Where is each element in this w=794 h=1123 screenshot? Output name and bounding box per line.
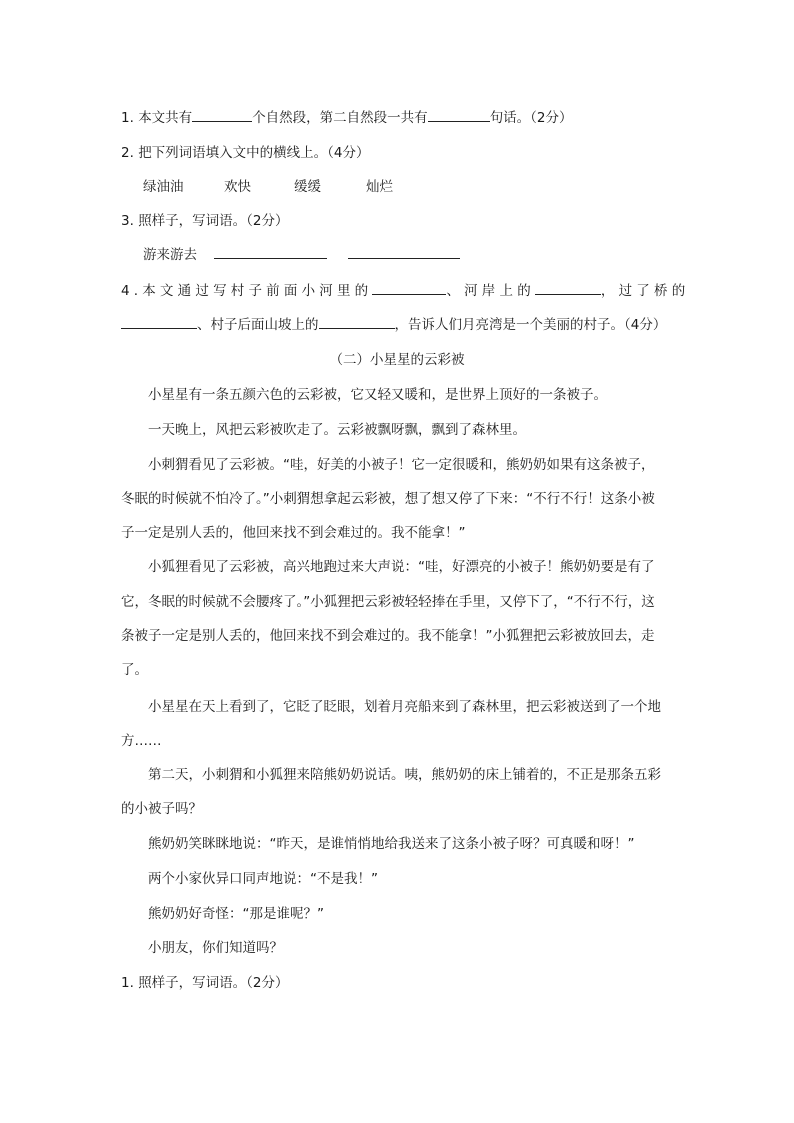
question-2 bbox=[121, 143, 370, 163]
paragraph-line: 第二天，小刺猬和小狐狸来陪熊奶奶说话。咦，熊奶奶的床上铺着的，不正是那条五彩 bbox=[148, 767, 661, 783]
word-item: 欢快 bbox=[224, 179, 251, 195]
paragraph-line: 方…… bbox=[121, 733, 162, 749]
paragraph-line: 的小被子吗？ bbox=[121, 801, 202, 817]
question-text: 本文共有 bbox=[138, 110, 193, 126]
answer-blank[interactable] bbox=[348, 245, 460, 259]
question-text: 个自然段，第二自然段一共有 bbox=[252, 110, 428, 126]
question-4 bbox=[121, 281, 689, 301]
paragraph-line: 子一定是别人丢的，他回来找不到会难过的。我不能拿！” bbox=[121, 525, 466, 541]
question-text: 、河岸上的 bbox=[446, 283, 535, 299]
answer-blank[interactable] bbox=[372, 281, 446, 295]
paragraph-line: 小刺猬看见了云彩被。“哇，好美的小被子！它一定很暖和，熊奶奶如果有这条被子， bbox=[148, 457, 655, 473]
paragraph-line: 冬眠的时候就不怕冷了。”小刺猬想拿起云彩被，想了想又停了下来：“不行不行！这条小被 bbox=[121, 491, 655, 507]
question-number: 1. bbox=[121, 110, 134, 126]
question-number: 1. bbox=[121, 975, 134, 991]
answer-blank[interactable] bbox=[535, 281, 601, 295]
question-text: 照样子，写词语。（2分） bbox=[138, 975, 289, 991]
paragraph-line: 小星星在天上看到了，它眨了眨眼，划着月亮船来到了森林里，把云彩被送到了一个地 bbox=[148, 699, 661, 715]
word-item: 灿烂 bbox=[366, 179, 393, 195]
paragraph-line: 熊奶奶笑眯眯地说：“昨天，是谁悄悄地给我送来了这条小被子呀？可真暖和呀！” bbox=[148, 836, 635, 852]
question-number: 4. bbox=[121, 283, 143, 299]
question-text: ，告诉人们月亮湾是一个美丽的村子。（4分） bbox=[394, 317, 667, 333]
question-text: ，过了桥的 bbox=[600, 283, 690, 299]
question-4-continued bbox=[121, 315, 666, 335]
example-word: 游来游去 bbox=[143, 247, 197, 263]
question-number: 2. bbox=[121, 145, 134, 161]
passage-title: （二）小星星的云彩被 bbox=[329, 352, 465, 368]
answer-blank[interactable] bbox=[192, 108, 252, 122]
question-number: 3. bbox=[121, 213, 134, 229]
word-bank bbox=[143, 177, 393, 197]
question-text: 本文通过写村子前面小河里的 bbox=[142, 283, 373, 299]
paragraph-line: 两个小家伙异口同声地说：“不是我！” bbox=[148, 871, 378, 887]
answer-blank[interactable] bbox=[428, 108, 490, 122]
paragraph-line: 熊奶奶好奇怪：“那是谁呢？” bbox=[148, 906, 324, 922]
answer-blank[interactable] bbox=[121, 315, 197, 329]
paragraph-line: 它，冬眠的时候就不会腰疼了。”小狐狸把云彩被轻轻捧在手里，又停下了，“不行不行，这 bbox=[121, 594, 655, 610]
paragraph-line: 小朋友，你们知道吗？ bbox=[148, 940, 283, 956]
question-text: 照样子，写词语。（2分） bbox=[138, 213, 289, 229]
question-text: 把下列词语填入文中的横线上。（4分） bbox=[138, 145, 370, 161]
paragraph-line: 一天晚上，风把云彩被吹走了。云彩被飘呀飘，飘到了森林里。 bbox=[148, 422, 526, 438]
paragraph-line: 条被子一定是别人丢的，他回来找不到会难过的。我不能拿！”小狐狸把云彩被放回去，走 bbox=[121, 628, 655, 644]
paragraph-line: 小星星有一条五颜六色的云彩被，它又轻又暖和，是世界上顶好的一条被子。 bbox=[148, 387, 607, 403]
paragraph-line: 小狐狸看见了云彩被，高兴地跑过来大声说：“哇，好漂亮的小被子！熊奶奶要是有了 bbox=[148, 559, 655, 575]
question-text: 、村子后面山坡上的 bbox=[197, 317, 319, 333]
word-item: 绿油油 bbox=[143, 179, 184, 195]
answer-blank[interactable] bbox=[214, 245, 327, 259]
question-text: 句话。（2分） bbox=[489, 110, 573, 126]
example-row bbox=[143, 245, 460, 265]
answer-blank[interactable] bbox=[319, 315, 395, 329]
question-b1 bbox=[121, 973, 289, 993]
word-item: 缓缓 bbox=[294, 179, 321, 195]
question-1 bbox=[121, 108, 573, 128]
paragraph-line: 了。 bbox=[121, 662, 148, 678]
question-3 bbox=[121, 211, 289, 231]
